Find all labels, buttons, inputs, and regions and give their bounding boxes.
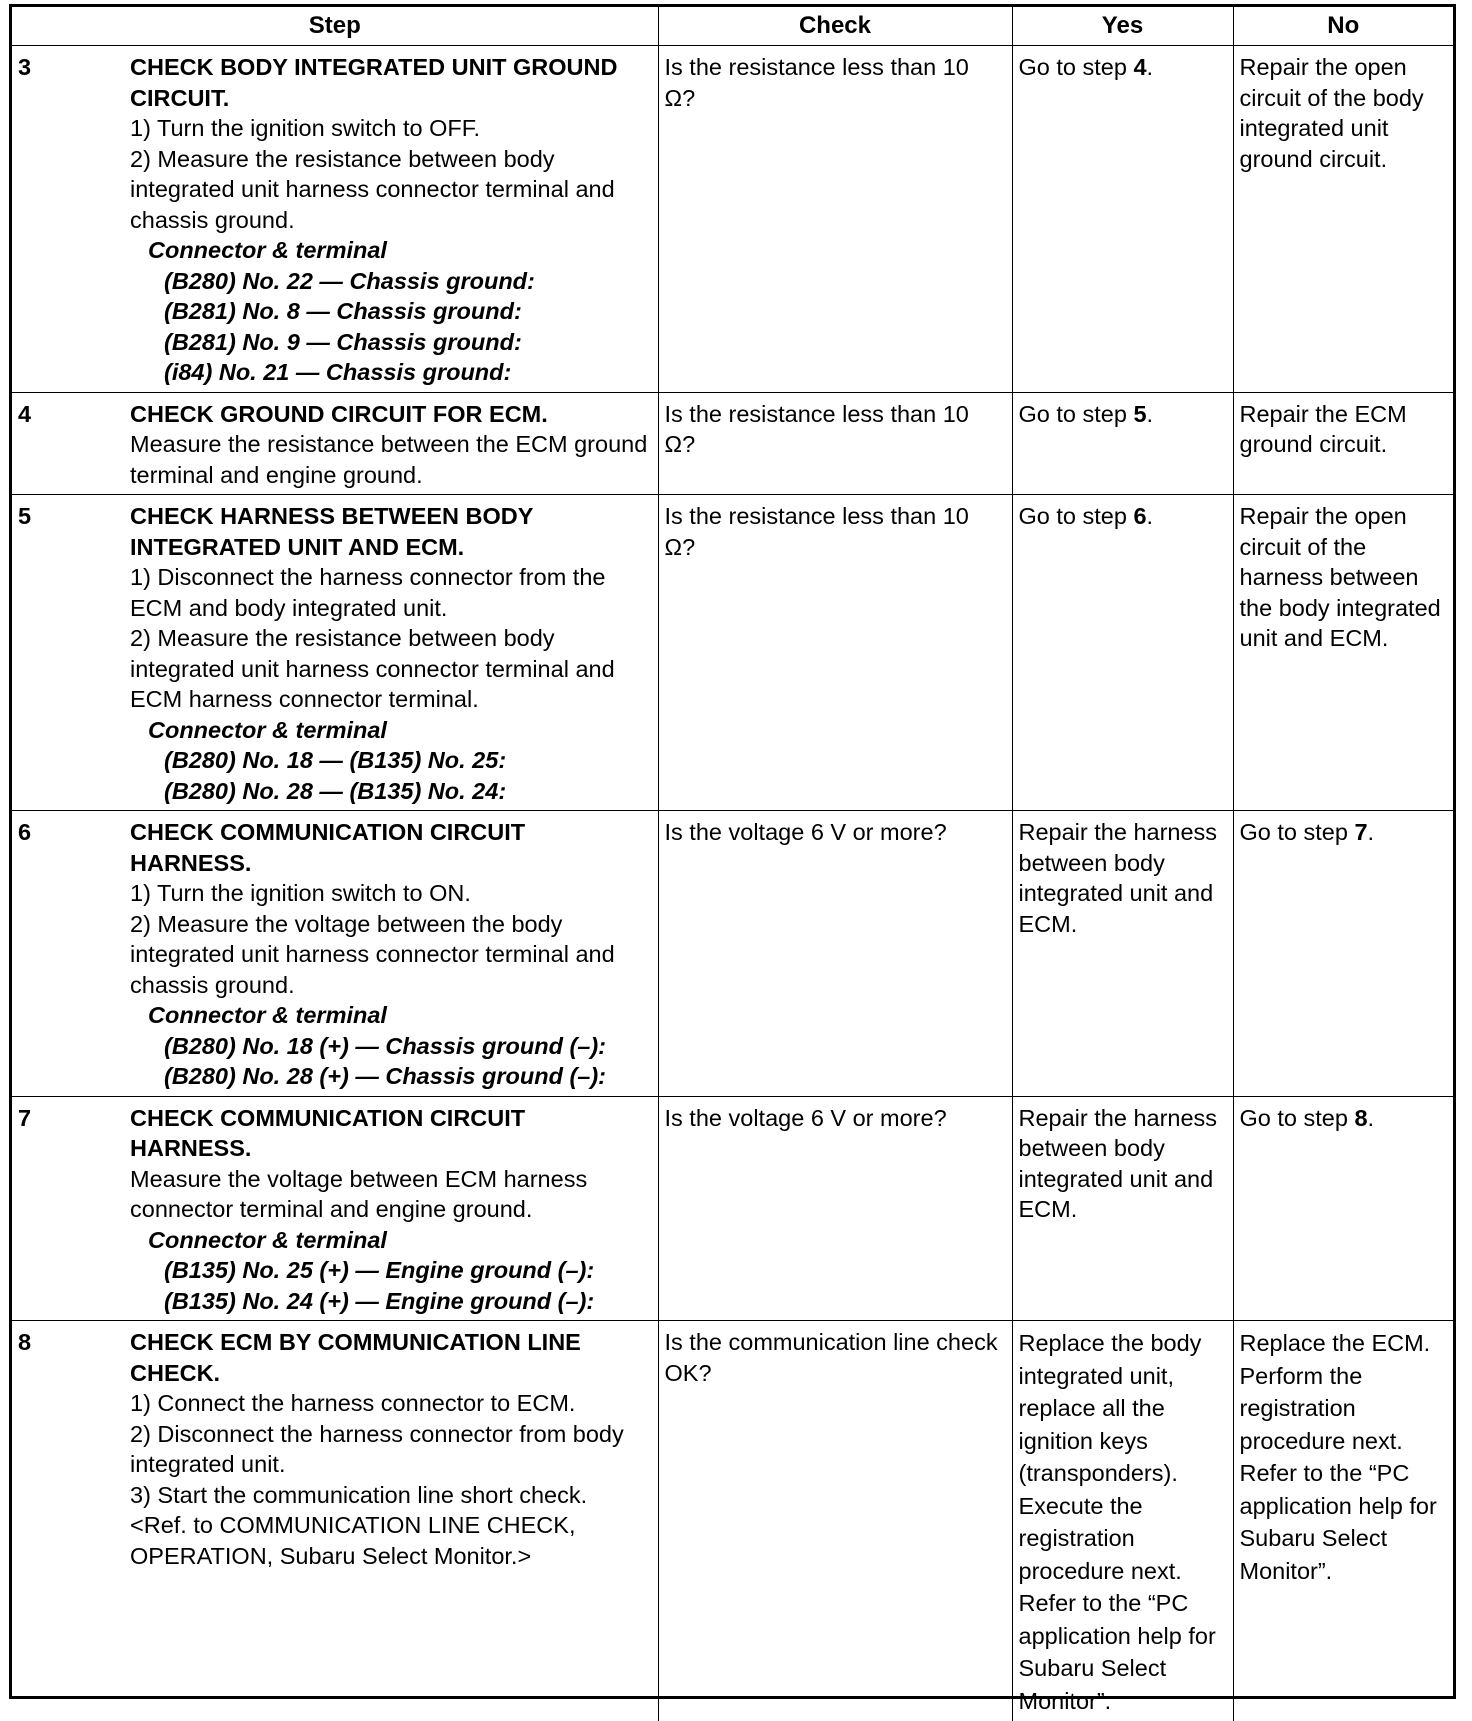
step-instruction: 2) Measure the resistance between body integrated unit harness connector terminal and chassis ground. bbox=[130, 144, 650, 236]
connector-terminal-heading: Connector & terminal bbox=[130, 1225, 650, 1256]
step-number: 6 bbox=[18, 817, 31, 848]
no-suffix: . bbox=[1368, 1105, 1375, 1131]
no-step-ref: 7 bbox=[1354, 819, 1367, 845]
yes-suffix: . bbox=[1147, 54, 1154, 80]
check-cell: Is the resistance less than 10 Ω? bbox=[658, 495, 1012, 811]
step-title: CHECK COMMUNICATION CIRCUIT HARNESS. bbox=[130, 1103, 650, 1164]
check-cell: Is the voltage 6 V or more? bbox=[658, 811, 1012, 1097]
connector-terminal-heading: Connector & terminal bbox=[130, 235, 650, 266]
header-yes: Yes bbox=[1012, 7, 1233, 46]
step-number: 3 bbox=[18, 52, 31, 83]
step-instruction: 1) Turn the ignition switch to ON. bbox=[130, 878, 650, 909]
connector-terminal-item: (B280) No. 18 — (B135) No. 25: bbox=[130, 745, 650, 776]
no-suffix: . bbox=[1368, 819, 1375, 845]
step-title: CHECK ECM BY COMMUNICATION LINE CHECK. bbox=[130, 1327, 650, 1388]
yes-prefix: Go to step bbox=[1019, 401, 1134, 427]
table-row bbox=[12, 811, 1453, 1097]
yes-step-ref: 5 bbox=[1133, 401, 1146, 427]
step-instruction: 1) Connect the harness connector to ECM. bbox=[130, 1388, 650, 1419]
step-cell bbox=[12, 46, 658, 393]
step-title: CHECK GROUND CIRCUIT FOR ECM. bbox=[130, 399, 650, 430]
procedure-table bbox=[12, 7, 1453, 1721]
yes-cell bbox=[1012, 495, 1233, 811]
no-prefix: Go to step bbox=[1240, 819, 1355, 845]
connector-terminal-item: (B280) No. 28 — (B135) No. 24: bbox=[130, 776, 650, 807]
yes-cell bbox=[1012, 46, 1233, 393]
step-number: 5 bbox=[18, 501, 31, 532]
step-cell bbox=[12, 392, 658, 495]
header-no: No bbox=[1233, 7, 1453, 46]
step-instruction: 1) Turn the ignition switch to OFF. bbox=[130, 113, 650, 144]
table-row bbox=[12, 392, 1453, 495]
diagnostic-procedure-table bbox=[9, 4, 1456, 1699]
step-title: CHECK HARNESS BETWEEN BODY INTEGRATED UNIT AND ECM. bbox=[130, 501, 650, 562]
yes-cell bbox=[1012, 392, 1233, 495]
yes-suffix: . bbox=[1147, 503, 1154, 529]
check-cell: Is the resistance less than 10 Ω? bbox=[658, 46, 1012, 393]
no-cell: Repair the open circuit of the harness between the body integrated unit and ECM. bbox=[1233, 495, 1453, 811]
connector-terminal-item: (B281) No. 8 — Chassis ground: bbox=[130, 296, 650, 327]
step-number: 8 bbox=[18, 1327, 31, 1358]
step-cell bbox=[12, 811, 658, 1097]
step-cell bbox=[12, 1321, 658, 1721]
table-row bbox=[12, 495, 1453, 811]
table-row bbox=[12, 1096, 1453, 1321]
check-cell: Is the communication line check OK? bbox=[658, 1321, 1012, 1721]
connector-terminal-item: (B280) No. 28 (+) — Chassis ground (–): bbox=[130, 1061, 650, 1092]
step-title: CHECK BODY INTEGRATED UNIT GROUND CIRCUIT. bbox=[130, 52, 650, 113]
no-cell: Replace the ECM. Perform the registration procedure next. Refer to the “PC application help for Subaru Select Monitor”. bbox=[1233, 1321, 1453, 1721]
no-prefix: Go to step bbox=[1240, 1105, 1355, 1131]
connector-terminal-item: (B280) No. 22 — Chassis ground: bbox=[130, 266, 650, 297]
connector-terminal-item: (B135) No. 25 (+) — Engine ground (–): bbox=[130, 1255, 650, 1286]
step-instruction: 2) Measure the voltage between the body integrated unit harness connector terminal and chassis ground. bbox=[130, 909, 650, 1001]
step-cell bbox=[12, 495, 658, 811]
check-cell: Is the voltage 6 V or more? bbox=[658, 1096, 1012, 1321]
yes-suffix: . bbox=[1147, 401, 1154, 427]
no-cell: Repair the ECM ground circuit. bbox=[1233, 392, 1453, 495]
yes-step-ref: 4 bbox=[1133, 54, 1146, 80]
check-cell: Is the resistance less than 10 Ω? bbox=[658, 392, 1012, 495]
table-row bbox=[12, 1321, 1453, 1721]
step-instruction: 3) Start the communication line short check. <Ref. to COMMUNICATION LINE CHECK, OPERATION, Subaru Select Monitor.> bbox=[130, 1480, 650, 1572]
connector-terminal-item: (B281) No. 9 — Chassis ground: bbox=[130, 327, 650, 358]
connector-terminal-heading: Connector & terminal bbox=[130, 1000, 650, 1031]
step-number: 7 bbox=[18, 1103, 31, 1134]
step-number: 4 bbox=[18, 399, 31, 430]
step-instruction: Measure the resistance between the ECM ground terminal and engine ground. bbox=[130, 429, 650, 490]
connector-terminal-heading: Connector & terminal bbox=[130, 715, 650, 746]
no-step-ref: 8 bbox=[1354, 1105, 1367, 1131]
step-title: CHECK COMMUNICATION CIRCUIT HARNESS. bbox=[130, 817, 650, 878]
table-row bbox=[12, 46, 1453, 393]
connector-terminal-item: (B280) No. 18 (+) — Chassis ground (–): bbox=[130, 1031, 650, 1062]
yes-step-ref: 6 bbox=[1133, 503, 1146, 529]
connector-terminal-item: (i84) No. 21 — Chassis ground: bbox=[130, 357, 650, 388]
header-check: Check bbox=[658, 7, 1012, 46]
no-cell bbox=[1233, 1096, 1453, 1321]
step-instruction: 1) Disconnect the harness connector from the ECM and body integrated unit. bbox=[130, 562, 650, 623]
yes-prefix: Go to step bbox=[1019, 503, 1134, 529]
step-instruction: Measure the voltage between ECM harness connector terminal and engine ground. bbox=[130, 1164, 650, 1225]
no-cell bbox=[1233, 811, 1453, 1097]
header-row bbox=[12, 7, 1453, 46]
connector-terminal-item: (B135) No. 24 (+) — Engine ground (–): bbox=[130, 1286, 650, 1317]
yes-cell: Repair the harness between body integrated unit and ECM. bbox=[1012, 1096, 1233, 1321]
step-instruction: 2) Disconnect the harness connector from body integrated unit. bbox=[130, 1419, 650, 1480]
yes-cell: Replace the body integrated unit, replace all the ignition keys (transponders). Execute the registration procedure next. Refer to the “PC application help for Subaru Select Monitor”. bbox=[1012, 1321, 1233, 1721]
yes-prefix: Go to step bbox=[1019, 54, 1134, 80]
step-cell bbox=[12, 1096, 658, 1321]
no-cell: Repair the open circuit of the body integrated unit ground circuit. bbox=[1233, 46, 1453, 393]
step-instruction: 2) Measure the resistance between body integrated unit harness connector terminal and ECM harness connector terminal. bbox=[130, 623, 650, 715]
yes-cell: Repair the harness between body integrated unit and ECM. bbox=[1012, 811, 1233, 1097]
header-step: Step bbox=[12, 7, 658, 46]
